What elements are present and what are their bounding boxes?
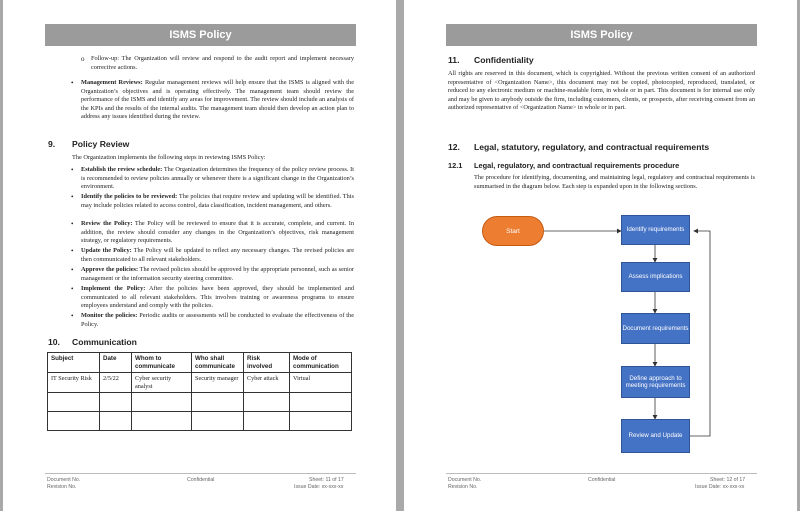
footer-sheet: Sheet: 11 of 17 bbox=[309, 477, 344, 483]
page-left: ISMS Policy o Follow-up: The Organization will review and respond to the audit report and implement necessary corrective actions. • Management Reviews: Regular management reviews will help ensure that the ISMS is aligned with the Organization’s objectives and is operating effectively. The management team should review the performance of the ISMS and identify any areas for improvement. The review should include an analysis of the KPIs and the results of the internal audits. The management team should then develop an action plan to address any issues identified during the review. 9. Policy Review The Organization implements the following steps in reviewing ISMS Policy: • Establish the review schedule: The Organization determines the frequency of the policy review process. It is recommended to review policies annually or whenever there is a significant change in the Organization’s environment. • Identify the policies to be reviewed: The policies that require review and updating will be identified. This may include policies related to access control, data classification, incident management, and others. • Review the Policy: The Policy will be reviewed to ensure that it is accurate, complete, and current. In addition, the review should consider any changes in the Organization’s objectives, risk management strategy, or regulatory requirements. • Update the Policy: The Policy will be updated to reflect any necessary changes. The revised policies are then communicated to all relevant stakeholders. • Approve the policies: The revised policies should be approved by the appropriate personnel, such as senior management or the information security steering committee. • Implement the Policy: After the policies have been approved, they should be implemented and communicated to all relevant stakeholders. This involves training or awareness programs to ensure employees understand and comply with the policies. • Monitor the policies: Periodic audits or assessments will be conducted to evaluate the effectiveness of the Policy. 10. Communication Subject Date Whom to communicate Who shall communicate Risk involved Mode of communication IT Security Risk 2/5/22 Cyber security analyst Security manager Cyber attack Virtual Document No. Revision No. Confidential Sheet: 11 of 17 Issue Date: xx-xxx-xx bbox=[3, 0, 396, 511]
bullet-icon: • bbox=[71, 166, 74, 174]
page-right: ISMS Policy 11. Confidentiality All rights are reserved in this document, which is copyrighted. Without the previous written consent of an authorized representative of <Organization Name>, this document may not be copied, photocopied, reproduced, translated, or reduced to any electronic medium or machine-readable form, in whole or in part. This document is for internal use only and may be given to anybody outside the firm, including customers, clients, or prospects, after receiving consent from an authorized representative of <Organization Name> in whole or in part. 12. Legal, statutory, regulatory, and contractual requirements 12.1 Legal, regulatory, and contractual requirements procedure The procedure for identifying, documenting, and maintaining legal, regulatory and contractual requirements is summarised in the diagram below. Each step is expanded upon in the following sections. Start Identify requirements Assess implications Document requirements Define approach to meeting requirements Review and Update Document No. Revision No. Confidential Sheet: 12 of 17 Issue Date: xx-xxx-xx bbox=[404, 0, 797, 511]
flow-document-requirements: Document requirements bbox=[621, 313, 690, 344]
bullet-icon: • bbox=[71, 247, 74, 255]
step-monitor-policies: • Monitor the policies: Periodic audits or assessments will be conducted to evaluate the effectiveness of the Policy. bbox=[71, 312, 354, 328]
footer-revision-no: Revision No. bbox=[448, 484, 478, 490]
table-row: IT Security Risk 2/5/22 Cyber security analyst Security manager Cyber attack Virtual bbox=[48, 373, 352, 393]
bullet-icon: • bbox=[71, 79, 74, 87]
step-approve-policies: • Approve the policies: The revised policies should be approved by the appropriate personnel, such as senior management or the information security steering committee. bbox=[71, 266, 355, 282]
footer-document-no: Document No. bbox=[448, 477, 482, 483]
bullet-icon: • bbox=[71, 266, 74, 274]
footer-issue-date: Issue Date: xx-xxx-xx bbox=[695, 484, 745, 490]
table-row bbox=[48, 393, 352, 412]
bullet-icon: • bbox=[71, 312, 74, 320]
bullet-icon: • bbox=[71, 193, 74, 201]
footer-issue-date: Issue Date: xx-xxx-xx bbox=[294, 484, 344, 490]
footer-rule bbox=[446, 473, 757, 474]
footer-rule bbox=[45, 473, 356, 474]
footer-confidential: Confidential bbox=[588, 477, 616, 483]
step-identify-policies: • Identify the policies to be reviewed: The policies that require review and updating will be identified. This may include policies related to access control, data classification, incident management, and others. bbox=[71, 193, 354, 209]
step-implement-policy: • Implement the Policy: After the policies have been approved, they should be implemented and communicated to all relevant stakeholders. This involves training or awareness programs to ensure employees understand and comply with the policies. bbox=[71, 285, 354, 310]
confidentiality-paragraph: All rights are reserved in this document, which is copyrighted. Without the previous written consent of an authorized representative of <Organization Name>, this document may not be copied, photocopied, reproduced, translated, or reduced to any electronic medium or machine-readable form, in whole or in part. This document is for internal use only and may be given to anybody outside the firm, including customers, clients, or prospects, after receiving consent from an authorized representative of <Organization Name> in whole or in part. bbox=[448, 70, 755, 112]
step-establish-schedule: • Establish the review schedule: The Organization determines the frequency of the policy review process. It is recommended to review policies annually or whenever there is a significant change in the Organization’s environment. bbox=[71, 166, 354, 191]
flowchart-connectors bbox=[404, 0, 797, 511]
footer-revision-no: Revision No. bbox=[47, 484, 77, 490]
communication-table bbox=[47, 352, 352, 431]
flow-assess-implications: Assess implications bbox=[621, 262, 690, 292]
flow-identify-requirements: Identify requirements bbox=[621, 215, 690, 245]
review-loop-arrow bbox=[690, 231, 710, 436]
step-update-policy: • Update the Policy: The Policy will be updated to reflect any necessary changes. The revised policies are then communicated to all relevant stakeholders. bbox=[71, 247, 354, 263]
followup-paragraph: o Follow-up: The Organization will review and respond to the audit report and implement necessary corrective actions. bbox=[81, 55, 354, 71]
footer-document-no: Document No. bbox=[47, 477, 81, 483]
table-row bbox=[48, 412, 352, 431]
section-9-intro: The Organization implements the following steps in reviewing ISMS Policy: bbox=[72, 154, 266, 161]
procedure-paragraph: The procedure for identifying, documenting, and maintaining legal, regulatory and contractual requirements is summarised in the diagram below. Each step is expanded upon in the following sections. bbox=[474, 174, 755, 190]
sub-bullet-icon: o bbox=[81, 55, 85, 63]
management-reviews-paragraph: • Management Reviews: Regular management reviews will help ensure that the ISMS is aligned with the Organization’s objectives and is operating effectively. The management team should review the performance of the ISMS and identify any areas for improvement. The review should include an analysis of the KPIs and the results of the internal audits. The management team should then develop an action plan to address any issues identified during the review. bbox=[71, 79, 354, 121]
flow-start-node: Start bbox=[482, 216, 544, 246]
step-review-policy: • Review the Policy: The Policy will be reviewed to ensure that it is accurate, complete, and current. In addition, the review should consider any changes in the Organization’s objectives, risk management strategy, or regulatory requirements. bbox=[71, 220, 354, 245]
page-header-banner: ISMS Policy bbox=[45, 24, 356, 46]
bullet-icon: • bbox=[71, 285, 74, 293]
footer-sheet: Sheet: 12 of 17 bbox=[710, 477, 746, 483]
table-header-row: Subject Date Whom to communicate Who shall communicate Risk involved Mode of communication bbox=[48, 353, 352, 373]
page-header-banner: ISMS Policy bbox=[446, 24, 757, 46]
flow-define-approach: Define approach to meeting requirements bbox=[621, 366, 690, 398]
footer-confidential: Confidential bbox=[187, 477, 215, 483]
bullet-icon: • bbox=[71, 220, 74, 228]
flow-review-update: Review and Update bbox=[621, 419, 690, 453]
